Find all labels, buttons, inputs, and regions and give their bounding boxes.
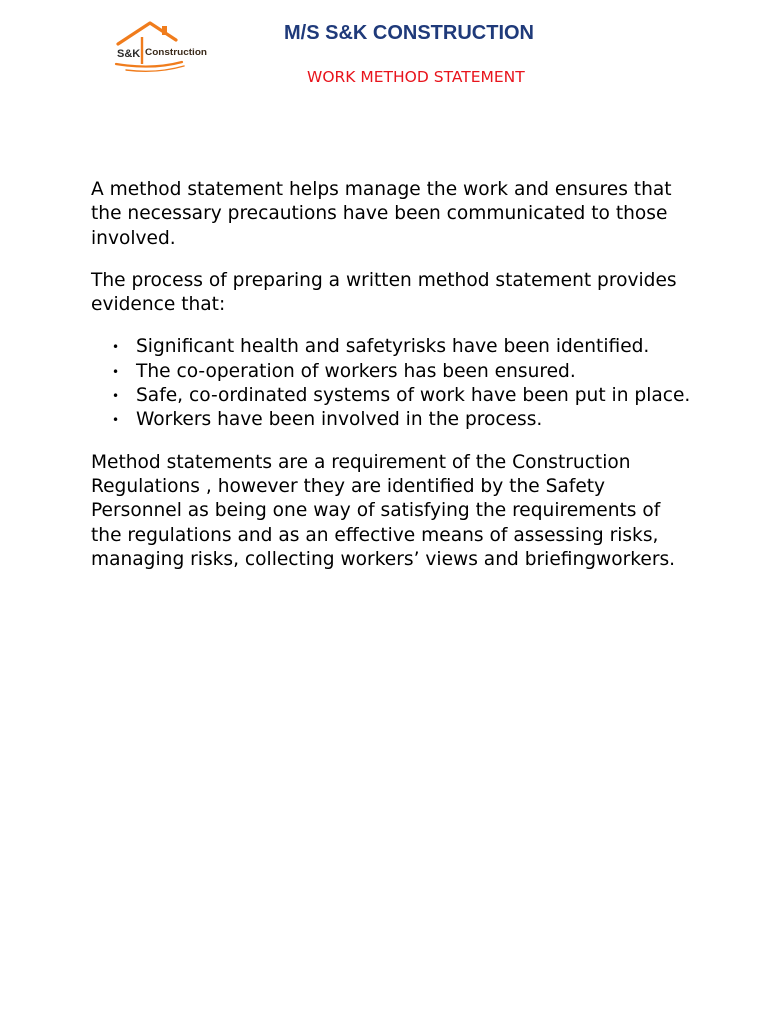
list-item-text: Safe, co-ordinated systems of work have been put in place. xyxy=(136,385,691,407)
company-logo xyxy=(112,20,212,74)
document-header xyxy=(0,0,768,110)
list-item xyxy=(112,360,691,384)
document-title: WORK METHOD STATEMENT xyxy=(307,68,525,86)
intro-paragraph: A method statement helps manage the work and ensures that the necessary precautions have been communicated to those involved. xyxy=(91,179,672,249)
evidence-paragraph: The process of preparing a written method statement provides evidence that: xyxy=(91,269,677,316)
list-item-text: The co-operation of workers has been ensured. xyxy=(136,360,576,382)
list-item-text: Significant health and safetyrisks have been identified. xyxy=(136,336,650,358)
company-name: M/S S&K CONSTRUCTION xyxy=(284,22,534,44)
evidence-list xyxy=(91,335,691,432)
regulations-paragraph: Method statements are a requirement of the Construction Regulations , however they are identified by the Safety Personnel as being one way of satisfying the requirements of the regulations and as an effective means of assessing risks, managing risks, collecting workers’ views and briefingworkers. xyxy=(91,451,676,570)
list-item-text: Workers have been involved in the process. xyxy=(136,409,543,431)
bullet-icon: • xyxy=(112,413,120,428)
logo-text-left: S&K xyxy=(117,48,141,60)
list-item xyxy=(112,408,691,432)
document-body xyxy=(91,178,691,590)
bullet-icon: • xyxy=(112,364,120,379)
logo-text-right: Construction xyxy=(145,47,208,58)
list-item xyxy=(112,335,691,359)
bullet-icon: • xyxy=(112,389,120,404)
list-item xyxy=(112,384,691,408)
bullet-icon: • xyxy=(112,340,120,355)
house-roof-logo-icon xyxy=(112,20,212,74)
